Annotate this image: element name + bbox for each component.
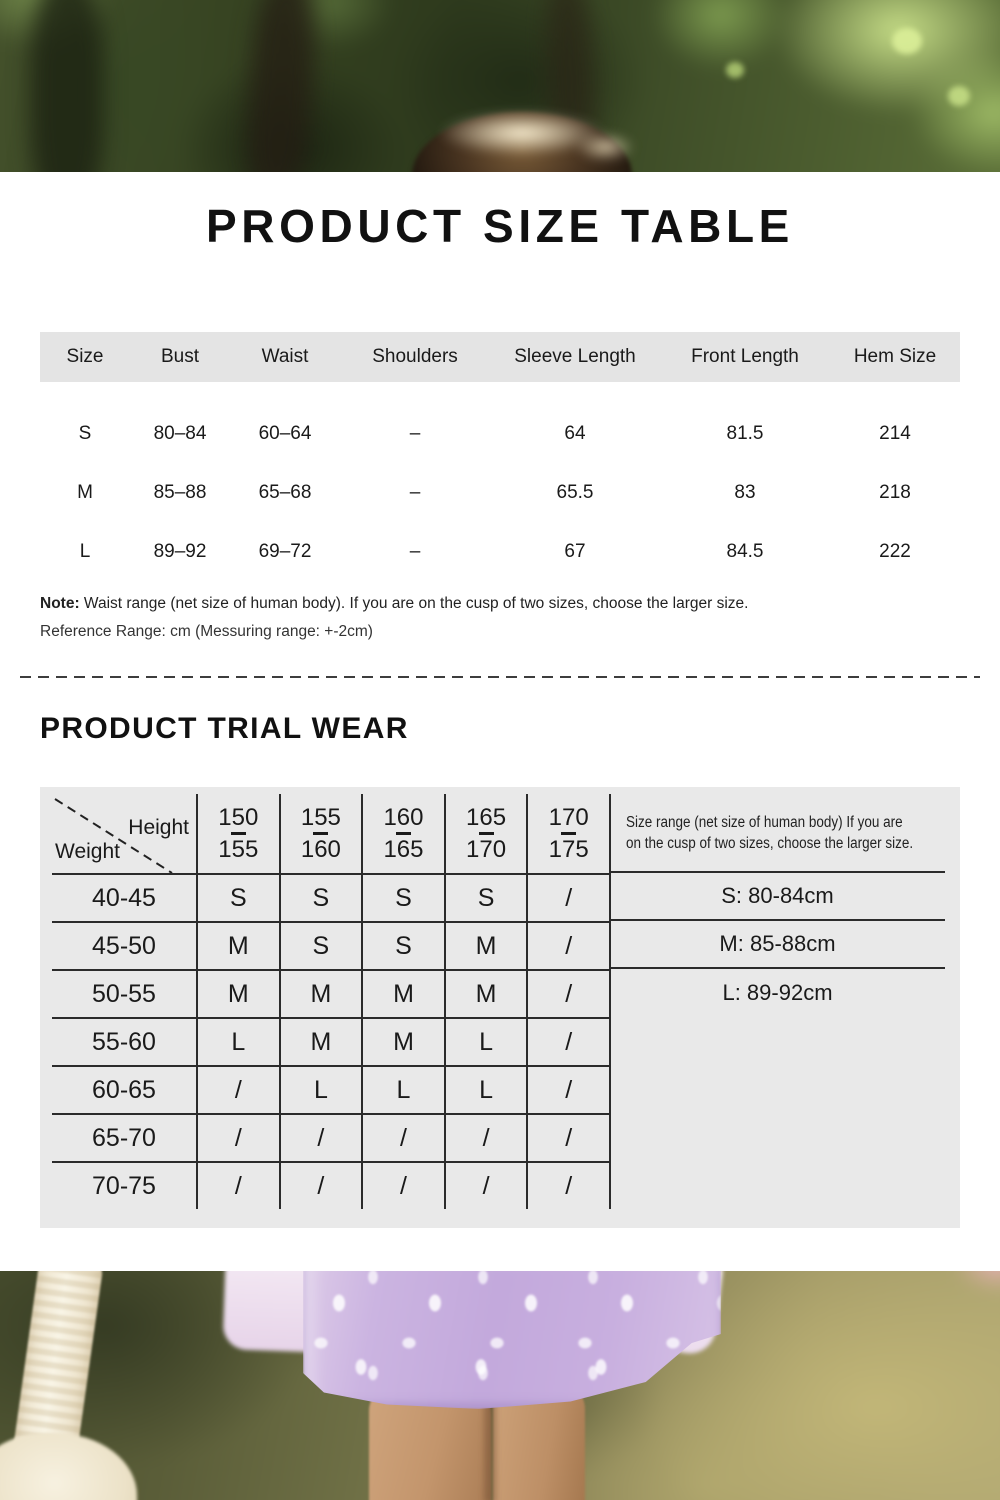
size-cell: L	[197, 1018, 280, 1066]
trial-row	[52, 874, 610, 922]
size-cell: M	[197, 922, 280, 970]
height-col-header	[197, 794, 280, 874]
size-cell: /	[445, 1162, 528, 1209]
size-cell: M	[362, 1018, 445, 1066]
height-col-header	[280, 794, 363, 874]
note-label: Note:	[40, 595, 80, 612]
bokeh-light	[892, 28, 922, 54]
section-title-trial-wear: PRODUCT TRIAL WEAR	[40, 712, 409, 745]
size-range-l: L: 89-92cm	[722, 980, 833, 1005]
cell: 69–72	[258, 541, 312, 562]
height-col-header	[445, 794, 528, 874]
height-col-header	[362, 794, 445, 874]
weight-label: 45-50	[52, 922, 197, 970]
cell: 60–64	[258, 423, 312, 444]
col-header-hem-size: Hem Size	[830, 332, 960, 382]
cell: S	[78, 423, 92, 444]
trial-info-line: on the cusp of two sizes, choose the larger size.	[626, 834, 914, 852]
cell: –	[409, 423, 421, 444]
trial-info-line: Size range (net size of human body) If you are	[626, 813, 903, 831]
size-table-header-row	[40, 332, 960, 382]
cell: 64	[564, 423, 586, 444]
cell: –	[409, 541, 421, 562]
size-cell: S	[280, 874, 363, 922]
size-cell: /	[527, 1066, 610, 1114]
reference-range: Reference Range: cm (Messuring range: +-2cm)	[40, 623, 373, 640]
size-cell: /	[197, 1066, 280, 1114]
size-cell: /	[527, 1114, 610, 1162]
cell: 89–92	[153, 541, 207, 562]
size-cell: /	[280, 1114, 363, 1162]
cell: 218	[879, 482, 911, 503]
col-header-front-length: Front Length	[660, 332, 830, 382]
col-header-sleeve-length: Sleeve Length	[490, 332, 660, 382]
size-note	[40, 593, 748, 614]
hero-photo-top	[0, 0, 1000, 172]
size-cell: /	[362, 1114, 445, 1162]
weight-label: 50-55	[52, 970, 197, 1018]
col-header-shoulders: Shoulders	[340, 332, 490, 382]
size-row-l	[40, 522, 960, 581]
cell: 67	[564, 541, 586, 562]
size-cell: L	[280, 1066, 363, 1114]
tree-trunk	[30, 0, 104, 172]
trial-row	[52, 1162, 610, 1209]
size-range-s: S: 80-84cm	[610, 873, 945, 921]
trial-grid	[52, 794, 611, 1209]
weight-label: 65-70	[52, 1114, 197, 1162]
size-cell: /	[527, 970, 610, 1018]
height-top: 160	[383, 804, 424, 832]
weight-axis-label: Weight	[55, 840, 120, 863]
height-bottom: 175	[548, 835, 589, 863]
bokeh-light	[726, 62, 744, 78]
col-header-waist: Waist	[230, 332, 340, 382]
weight-label: 60-65	[52, 1066, 197, 1114]
col-header-bust: Bust	[130, 332, 230, 382]
size-cell: L	[445, 1066, 528, 1114]
size-cell: /	[362, 1162, 445, 1209]
range-dash	[479, 832, 494, 835]
dashed-divider	[20, 676, 980, 678]
bokeh-light	[948, 86, 970, 106]
cell: 65.5	[556, 482, 594, 503]
trial-row	[52, 922, 610, 970]
size-cell: M	[445, 922, 528, 970]
height-bottom: 160	[300, 835, 341, 863]
size-cell: /	[527, 874, 610, 922]
size-cell: M	[197, 970, 280, 1018]
trial-info-note	[610, 794, 945, 873]
size-cell: S	[362, 922, 445, 970]
size-cell: /	[197, 1114, 280, 1162]
height-top: 170	[548, 804, 589, 832]
size-range-m: M: 85-88cm	[610, 921, 945, 969]
cell: 83	[734, 482, 756, 503]
trial-row	[52, 1018, 610, 1066]
height-top: 155	[300, 804, 341, 832]
weight-label: 40-45	[52, 874, 197, 922]
size-cell: M	[362, 970, 445, 1018]
height-top: 165	[466, 804, 507, 832]
size-cell: L	[445, 1018, 528, 1066]
trial-row	[52, 970, 610, 1018]
col-header-size: Size	[40, 332, 130, 382]
size-cell: /	[445, 1114, 528, 1162]
cell: 65–68	[258, 482, 312, 503]
height-bottom: 170	[466, 835, 507, 863]
range-dash	[561, 832, 576, 835]
cell: 81.5	[726, 423, 764, 444]
cell: 84.5	[726, 541, 764, 562]
size-row-m	[40, 463, 960, 522]
page-title: PRODUCT SIZE TABLE	[206, 200, 794, 252]
height-axis-label: Height	[128, 816, 189, 839]
size-cell: M	[280, 1018, 363, 1066]
height-col-header	[527, 794, 610, 874]
cell: M	[77, 482, 93, 503]
trial-row	[52, 1066, 610, 1114]
trial-header-row	[52, 794, 610, 874]
range-dash	[313, 832, 328, 835]
cell: 80–84	[153, 423, 207, 444]
size-cell: /	[527, 922, 610, 970]
size-cell: /	[527, 1162, 610, 1209]
note-text: Waist range (net size of human body). If you are on the cusp of two sizes, choose the larger size.	[79, 595, 749, 612]
size-cell: S	[197, 874, 280, 922]
height-top: 150	[218, 804, 259, 832]
size-cell: M	[445, 970, 528, 1018]
range-dash	[396, 832, 411, 835]
height-bottom: 155	[218, 835, 259, 863]
weight-label: 70-75	[92, 1171, 156, 1200]
size-cell: /	[197, 1162, 280, 1209]
size-cell: M	[280, 970, 363, 1018]
size-cell: L	[362, 1066, 445, 1114]
hero-photo-bottom	[0, 1271, 1000, 1500]
size-row-s	[40, 382, 960, 463]
axis-cell	[52, 794, 197, 874]
trial-info-panel	[610, 794, 945, 1017]
weight-label: 55-60	[52, 1018, 197, 1066]
cell: L	[79, 541, 91, 562]
size-cell: S	[280, 922, 363, 970]
cell: 85–88	[153, 482, 207, 503]
trial-row	[52, 1114, 610, 1162]
size-cell: S	[362, 874, 445, 922]
size-cell: /	[527, 1018, 610, 1066]
range-dash	[231, 832, 246, 835]
cell: 214	[879, 423, 911, 444]
cell: 222	[879, 541, 911, 562]
height-bottom: 165	[383, 835, 424, 863]
trial-wear-table	[40, 787, 960, 1228]
size-cell: /	[280, 1162, 363, 1209]
cell: –	[409, 482, 421, 503]
size-cell: S	[445, 874, 528, 922]
leg-shadow	[484, 1393, 496, 1500]
hair-highlight	[575, 132, 635, 162]
size-table	[40, 332, 960, 581]
